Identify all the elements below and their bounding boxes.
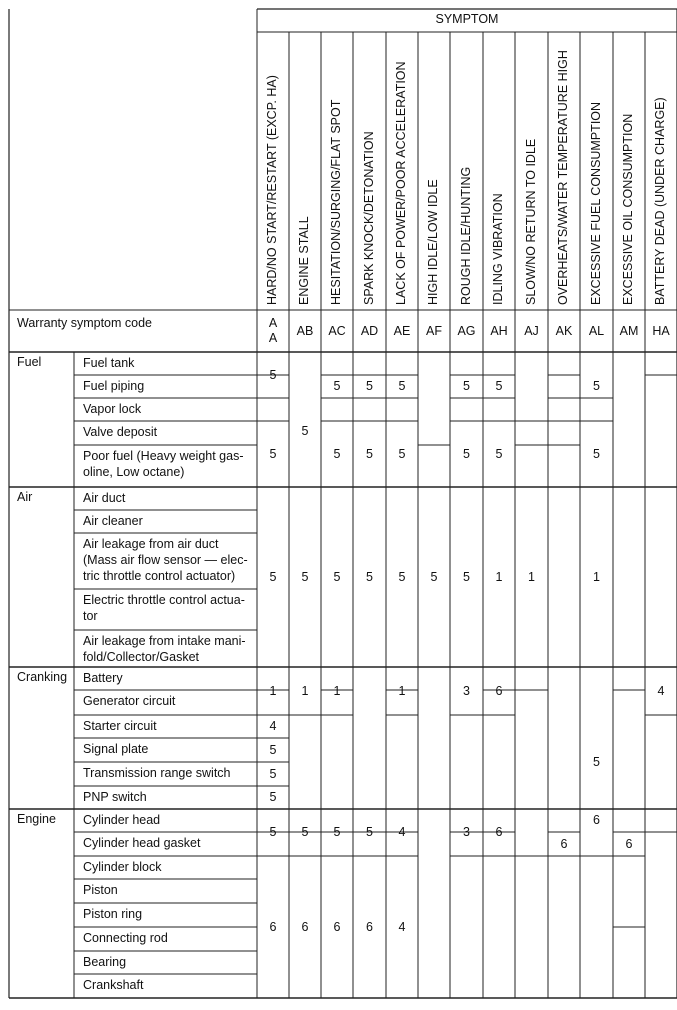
item-label: Cylinder head: [83, 813, 161, 827]
item-label: Air duct: [83, 491, 126, 505]
item-label: Valve deposit: [83, 425, 158, 439]
symptom-value: 5: [269, 766, 277, 781]
symptom-value: 4: [269, 719, 277, 733]
symptom-value: 5: [593, 379, 600, 393]
symptom-value: 5: [301, 423, 309, 438]
warranty-code-10: AK: [555, 323, 573, 338]
symptom-value: 6: [269, 919, 277, 934]
warranty-code-11: AL: [588, 323, 605, 338]
symptom-value: 6: [366, 919, 373, 934]
symptom-header: SYMPTOM: [435, 12, 499, 26]
warranty-code-13: HA: [652, 323, 670, 338]
symptom-value: 6: [495, 825, 503, 839]
item-label: Poor fuel (Heavy weight gas- oline, Low octane): [83, 449, 244, 479]
warranty-code-2: AB: [296, 323, 314, 338]
symptom-header-10: OVERHEATS/WATER TEMPERATURE HIGH: [556, 50, 570, 305]
warranty-code-9: AJ: [524, 323, 539, 338]
symptom-value: 5: [333, 569, 341, 584]
warranty-code-1: A A: [268, 316, 278, 345]
symptom-value: 5: [398, 569, 406, 584]
symptom-header-9: SLOW/NO RETURN TO IDLE: [523, 138, 538, 305]
symptom-value: 6: [333, 919, 341, 934]
symptom-value: 1: [301, 683, 309, 698]
item-label: Air cleaner: [83, 514, 143, 528]
symptom-value: 5: [463, 569, 470, 584]
symptom-header-12: EXCESSIVE OIL CONSUMPTION: [621, 113, 635, 305]
item-label: Crankshaft: [83, 978, 144, 992]
symptom-header-2: ENGINE STALL: [297, 216, 311, 305]
item-label: Piston: [83, 883, 118, 897]
symptom-value: 1: [333, 683, 341, 698]
symptom-value: 5: [495, 446, 503, 461]
symptom-header-6: HIGH IDLE/LOW IDLE: [426, 179, 440, 305]
item-label: Generator circuit: [83, 694, 176, 708]
item-label: Starter circuit: [83, 719, 157, 733]
symptom-value: 1: [398, 683, 406, 698]
warranty-code-3: AC: [328, 323, 346, 338]
symptom-header-13: BATTERY DEAD (UNDER CHARGE): [653, 97, 667, 305]
symptom-header-1: HARD/NO START/RESTART (EXCP. HA): [265, 75, 279, 305]
symptom-value: 1: [528, 569, 535, 584]
symptom-value: 5: [366, 446, 373, 461]
symptom-value: 5: [333, 379, 341, 393]
symptom-value: 5: [269, 825, 277, 839]
symptom-value: 3: [463, 825, 470, 839]
symptom-value: 5: [495, 379, 503, 393]
symptom-value: 4: [398, 919, 406, 934]
warranty-code-12: AM: [619, 323, 639, 338]
symptom-value: 5: [366, 825, 373, 839]
item-label: Connecting rod: [83, 931, 168, 945]
symptom-header-11: EXCESSIVE FUEL CONSUMPTION: [588, 101, 603, 305]
symptom-value: 5: [301, 825, 309, 839]
item-label: Transmission range switch: [83, 766, 231, 780]
item-label: Air leakage from air duct (Mass air flow sensor — elec- tric throttle control actuator): [83, 537, 248, 583]
item-label: Air leakage from intake mani- fold/Collector/Gasket: [83, 634, 246, 664]
symptom-header-3: HESITATION/SURGING/FLAT SPOT: [329, 99, 343, 305]
symptom-value: 6: [495, 683, 503, 698]
symptom-value: 6: [625, 836, 633, 851]
symptom-value: 5: [593, 446, 600, 461]
symptom-value: 5: [593, 754, 600, 769]
item-label: Piston ring: [83, 907, 143, 921]
symptom-value: 5: [463, 379, 470, 393]
warranty-code-7: AG: [457, 323, 476, 338]
item-label: Cylinder head gasket: [83, 836, 201, 850]
group-label-cranking: Cranking: [17, 670, 68, 684]
symptom-value: 5: [430, 569, 438, 584]
symptom-value: 1: [593, 569, 600, 584]
item-label: Fuel tank: [83, 356, 135, 370]
symptom-value: 6: [301, 919, 309, 934]
symptom-value: 5: [269, 742, 277, 757]
group-label-engine: Engine: [17, 812, 56, 826]
symptom-header-5: LACK OF POWER/POOR ACCELERATION: [394, 61, 408, 305]
symptom-value: 5: [398, 379, 406, 393]
item-label: Signal plate: [83, 742, 149, 756]
item-label: Vapor lock: [83, 402, 142, 416]
item-label: Bearing: [83, 955, 127, 969]
symptom-value: 5: [269, 367, 277, 382]
symptom-value: 6: [560, 836, 568, 851]
group-label-air: Air: [17, 490, 33, 504]
item-label: PNP switch: [83, 790, 147, 804]
symptom-value: 5: [269, 569, 277, 584]
warranty-code-4: AD: [360, 323, 379, 338]
warranty-code-5: AE: [393, 323, 411, 338]
symptom-value: 4: [657, 683, 665, 698]
item-label: Cylinder block: [83, 860, 162, 874]
symptom-value: 5: [269, 446, 277, 461]
symptom-value: 1: [269, 683, 277, 698]
item-label: Battery: [83, 671, 123, 685]
item-label: Electric throttle control actua- tor: [83, 593, 245, 623]
symptom-value: 5: [333, 825, 341, 839]
warranty-code-6: AF: [426, 323, 442, 338]
symptom-value: 5: [366, 569, 373, 584]
symptom-header-8: IDLING VIBRATION: [491, 193, 505, 305]
warranty-code-8: AH: [490, 323, 508, 338]
symptom-value: 5: [333, 446, 341, 461]
symptom-value: 5: [463, 446, 470, 461]
symptom-value: 4: [398, 825, 406, 839]
item-label: Fuel piping: [83, 379, 145, 393]
symptom-value: 5: [269, 790, 277, 804]
group-label-fuel: Fuel: [17, 355, 42, 369]
symptom-value: 6: [593, 813, 600, 827]
symptom-value: 1: [495, 569, 503, 584]
symptom-value: 5: [366, 379, 373, 393]
symptom-value: 5: [301, 569, 309, 584]
warranty-symptom-code-label: Warranty symptom code: [17, 316, 152, 330]
symptom-value: 5: [398, 446, 406, 461]
symptom-header-4: SPARK KNOCK/DETONATION: [361, 131, 376, 305]
symptom-value: 3: [463, 683, 470, 698]
symptom-header-7: ROUGH IDLE/HUNTING: [458, 166, 473, 305]
